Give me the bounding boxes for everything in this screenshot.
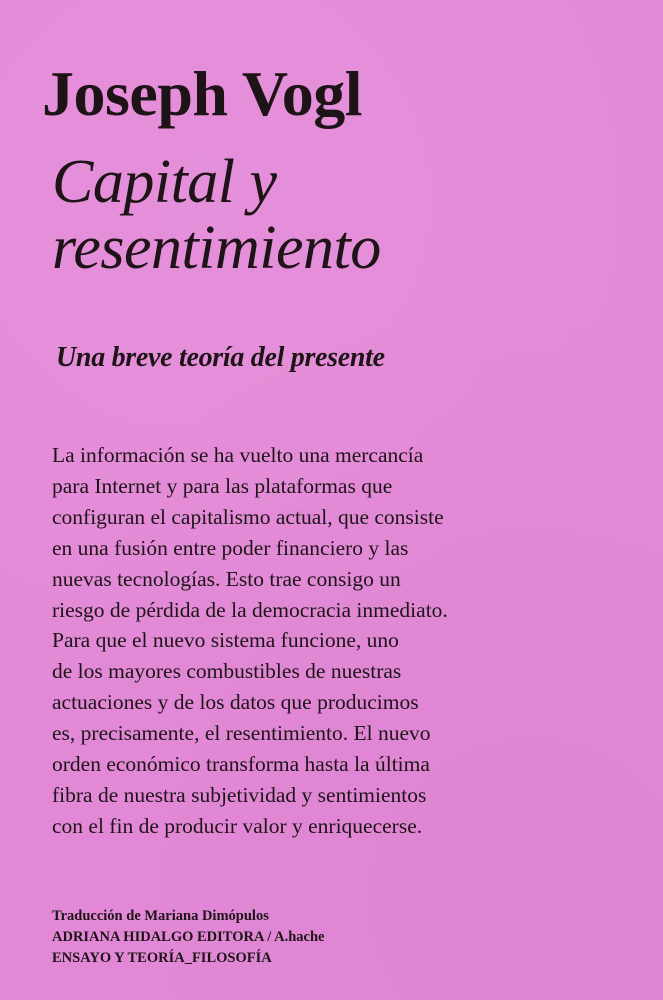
blurb-line: nuevas tecnologías. Esto trae consigo un bbox=[52, 566, 401, 591]
blurb-line: es, precisamente, el resentimiento. El nuevo bbox=[52, 721, 431, 746]
blurb-line: configuran el capitalismo actual, que consiste bbox=[52, 504, 444, 529]
blurb-line: de los mayores combustibles de nuestras bbox=[52, 659, 402, 684]
series-label: ENSAYO Y TEORÍA_FILOSOFÍA bbox=[52, 950, 272, 966]
blurb-line: actuaciones y de los datos que producimos bbox=[52, 690, 419, 715]
publisher-credit: ADRIANA HIDALGO EDITORA / A.hache bbox=[52, 929, 325, 945]
blurb-line: para Internet y para las plataformas que bbox=[52, 473, 393, 498]
credits-block bbox=[52, 906, 324, 969]
blurb-line: con el fin de producir valor y enriquecerse. bbox=[52, 813, 423, 838]
book-subtitle: Una breve teoría del presente bbox=[56, 342, 385, 373]
blurb-line: fibra de nuestra subjetividad y sentimientos bbox=[52, 782, 427, 807]
book-title bbox=[52, 150, 381, 281]
blurb-text bbox=[52, 440, 522, 842]
blurb-line: Para que el nuevo sistema funcione, uno bbox=[52, 628, 399, 653]
blurb-line: riesgo de pérdida de la democracia inmediato. bbox=[52, 597, 448, 622]
blurb-line: en una fusión entre poder financiero y las bbox=[52, 535, 409, 560]
blurb-line: orden económico transforma hasta la última bbox=[52, 752, 430, 777]
title-line-1: Capital y bbox=[52, 148, 277, 216]
title-line-2: resentimiento bbox=[52, 213, 381, 282]
author-name: Joseph Vogl bbox=[42, 58, 362, 129]
blurb-line: La información se ha vuelto una mercancía bbox=[52, 443, 424, 467]
translator-credit: Traducción de Mariana Dimópulos bbox=[52, 908, 269, 924]
